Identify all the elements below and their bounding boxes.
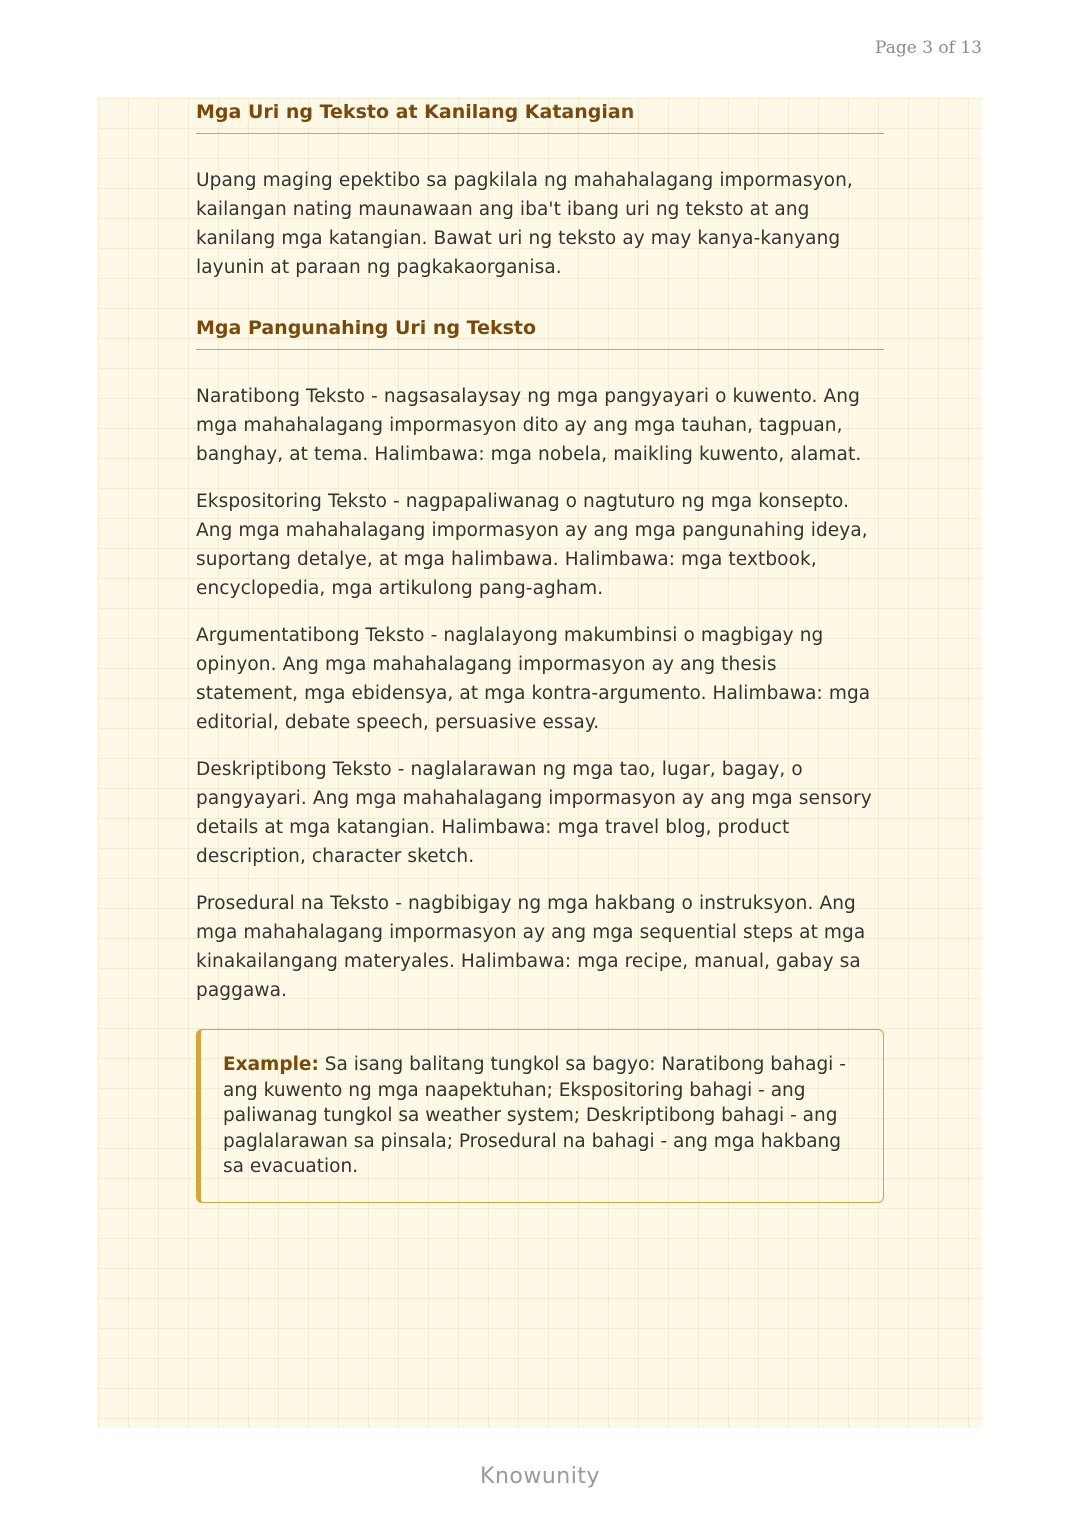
section-title-main-types: Mga Pangunahing Uri ng Teksto — [196, 314, 884, 350]
example-text — [223, 1052, 863, 1180]
page-content — [196, 98, 884, 1203]
paragraph-ekspositori: Ekspositoring Teksto - nagpapaliwanag o nagtuturo ng mga konsepto. Ang mga mahahalagang impormasyon ay ang mga pangunahing ideya, suportang detalye, at mga halimbawa. Halimbawa: mga textbook, encyclopedia, mga artikulong pang-agham. — [196, 491, 868, 599]
example-callout — [196, 1029, 884, 1203]
example-body: Sa isang balitang tungkol sa bagyo: Naratibong bahagi - ang kuwento ng mga naapektuhan; Ekspositoring bahagi - ang paliwanag tungkol sa weather system; Deskriptibong bahagi - ang paglalarawan sa pinsala; Prosedural na bahagi - ang mga hakbang sa evacuation. — [223, 1054, 846, 1177]
paragraph-argumentatibo: Argumentatibong Teksto - naglalayong makumbinsi o magbigay ng opinyon. Ang mga mahahalagang impormasyon ay ang thesis statement, mga ebidensya, at mga kontra-argumento. Halimbawa: mga editorial, debate speech, persuasive essay. — [196, 625, 871, 733]
footer-brand: Knowunity — [480, 1464, 600, 1489]
paragraph-prosedural: Prosedural na Teksto - nagbibigay ng mga hakbang o instruksyon. Ang mga mahahalagang impormasyon ay ang mga sequential steps at mga kinakailangang materyales. Halimbawa: mga recipe, manual, gabay sa paggawa. — [196, 893, 866, 1001]
section-title-text-types: Mga Uri ng Teksto at Kanilang Katangian — [196, 98, 884, 134]
page-number: Page 3 of 13 — [875, 38, 982, 58]
paragraph-deskriptibo: Deskriptibong Teksto - naglalarawan ng mga tao, lugar, bagay, o pangyayari. Ang mga mahahalagang impormasyon ay ang mga sensory details at mga katangian. Halimbawa: mga travel blog, product description, character sketch. — [196, 759, 872, 867]
paragraph-naratibo: Naratibong Teksto - nagsasalaysay ng mga pangyayari o kuwento. Ang mga mahahalagang impormasyon dito ay ang mga tauhan, tagpuan, banghay, at tema. Halimbawa: mga nobela, maikling kuwento, alamat. — [196, 386, 862, 465]
intro-paragraph: Upang maging epektibo sa pagkilala ng mahahalagang impormasyon, kailangan nating maunawaan ang iba't ibang uri ng teksto at ang kanilang mga katangian. Bawat uri ng teksto ay may kanya-kanyang layunin at paraan ng pagkakaorganisa. — [196, 170, 853, 278]
example-label: Example: — [223, 1054, 319, 1075]
